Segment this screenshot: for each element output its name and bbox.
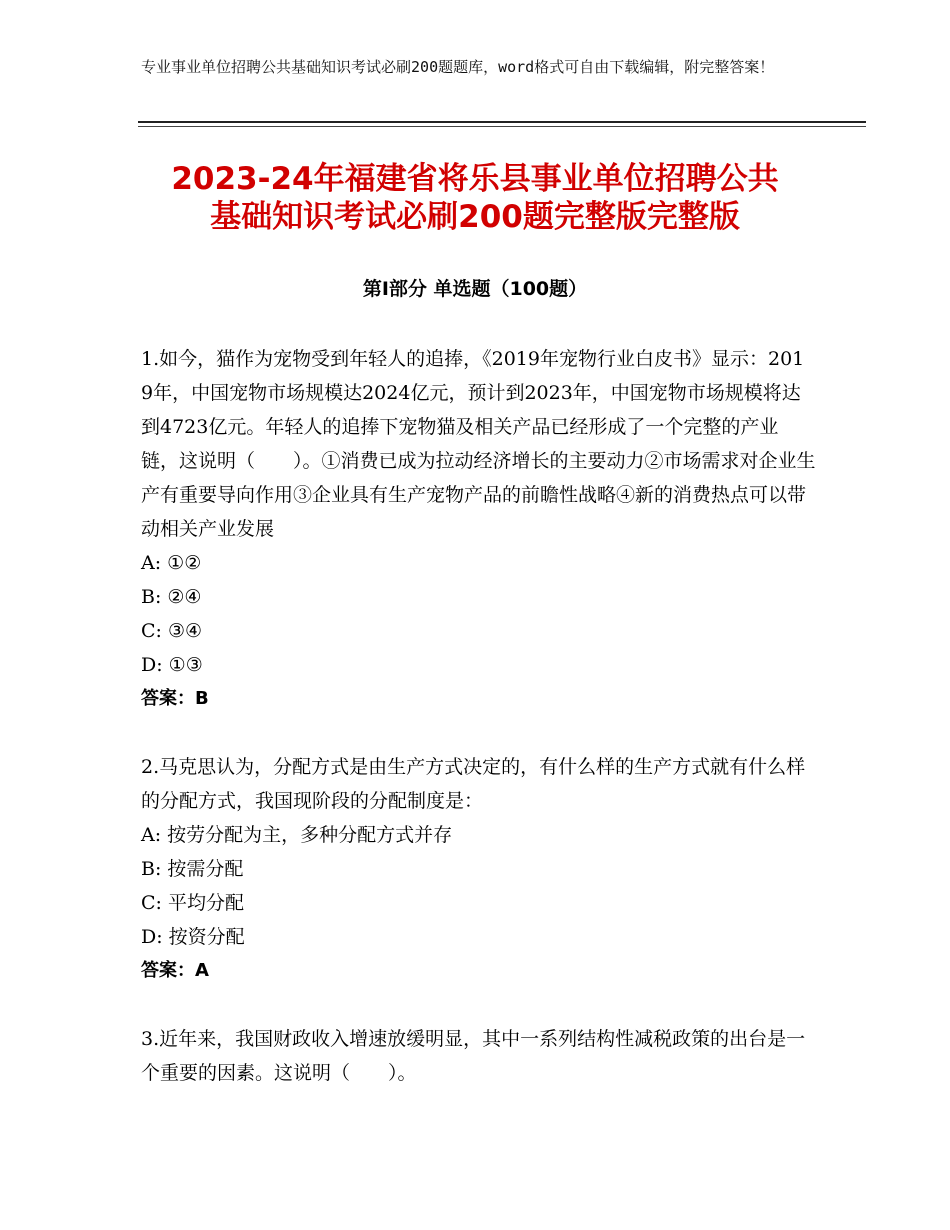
document-title	[110, 160, 840, 236]
question-1	[141, 342, 816, 716]
option-b: B: 按需分配	[141, 858, 244, 880]
question-3	[141, 1022, 816, 1090]
option-b: B: ②④	[141, 586, 202, 608]
header-divider-thick	[138, 121, 866, 123]
header-divider-thin	[138, 126, 866, 127]
question-text: 1.如今，猫作为宠物受到年轻人的追捧，《2019年宠物行业白皮书》显示：2019年，中国宠物市场规模达2024亿元，预计到2023年，中国宠物市场规模将达到4723亿元。年轻人的追捧下宠物猫及相关产品已经形成了一个完整的产业链，这说明（ ）。①消费已成为拉动经济增长的主要动力②市场需求对企业生产有重要导向作用③企业具有生产宠物产品的前瞻性战略④新的消费热点可以带动相关产业发展	[141, 348, 816, 540]
title-line-2: 基础知识考试必刷200题完整版完整版	[210, 199, 740, 235]
option-c: C: 平均分配	[141, 892, 244, 914]
question-text: 2.马克思认为，分配方式是由生产方式决定的，有什么样的生产方式就有什么样的分配方式，我国现阶段的分配制度是：	[141, 756, 806, 812]
question-2	[141, 750, 816, 988]
title-line-1: 2023-24年福建省将乐县事业单位招聘公共	[171, 161, 779, 197]
option-a: A: ①②	[141, 552, 202, 574]
question-text: 3.近年来，我国财政收入增速放缓明显，其中一系列结构性减税政策的出台是一个重要的因素。这说明（ ）。	[141, 1028, 806, 1084]
option-d: D: 按资分配	[141, 926, 245, 948]
header-note: 专业事业单位招聘公共基础知识考试必刷200题题库，word格式可自由下载编辑，附完整答案！	[141, 58, 775, 76]
section-heading: 第Ⅰ部分 单选题（100题）	[362, 278, 588, 300]
option-d: D: ①③	[141, 654, 203, 676]
option-a: A: 按劳分配为主，多种分配方式并存	[141, 824, 453, 846]
question-list	[141, 342, 816, 1124]
answer: 答案：B	[141, 688, 209, 709]
option-c: C: ③④	[141, 620, 203, 642]
answer: 答案：A	[141, 960, 209, 981]
